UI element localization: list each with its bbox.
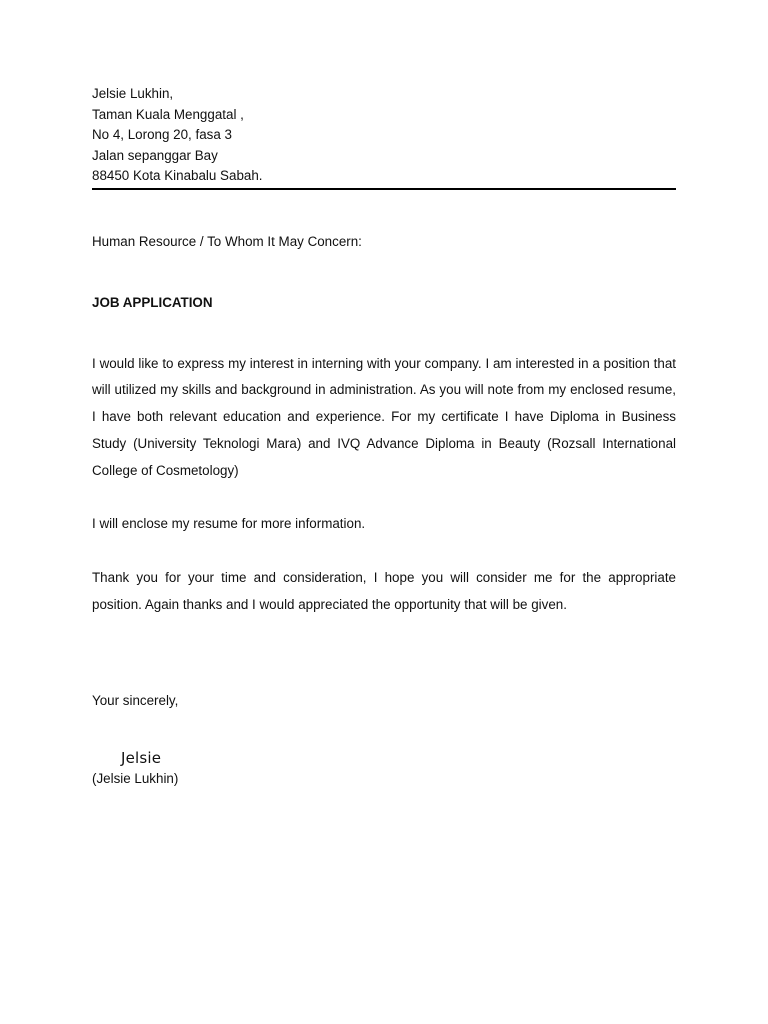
sender-address [92,84,676,190]
address-line-postcode-city: 88450 Kota Kinabalu Sabah. [92,168,263,183]
address-line-name: Jelsie Lukhin, [92,86,174,101]
signature: Jelsie [121,748,162,767]
closing: Your sincerely, [92,692,179,708]
body-paragraph-resume: I will enclose my resume for more information. [92,516,366,532]
body-paragraph-interest: I would like to express my interest in interning with your company. I am interested in a position that will utilized my skills and background in administration. As you will note from my enclosed resume, I have both relevant education and experience. For my certificate I have Diploma in Business Study (University Teknologi Mara) and IVQ Advance Diploma in Beauty (Rozsall International College of Cosmetology) [92,355,676,478]
letter-content [92,84,676,788]
salutation: Human Resource / To Whom It May Concern: [92,233,362,249]
address-line-road: Jalan sepanggar Bay [92,147,218,163]
subject-heading: JOB APPLICATION [92,294,213,310]
address-line-area: Taman Kuala Menggatal , [92,106,244,122]
body-paragraph-thanks: Thank you for your time and consideration, I hope you will consider me for the appropriate position. Again thanks and I would appreciated the opportunity that will be given. [92,570,676,613]
printed-name: (Jelsie Lukhin) [92,770,179,786]
address-line-street: No 4, Lorong 20, fasa 3 [92,127,232,142]
